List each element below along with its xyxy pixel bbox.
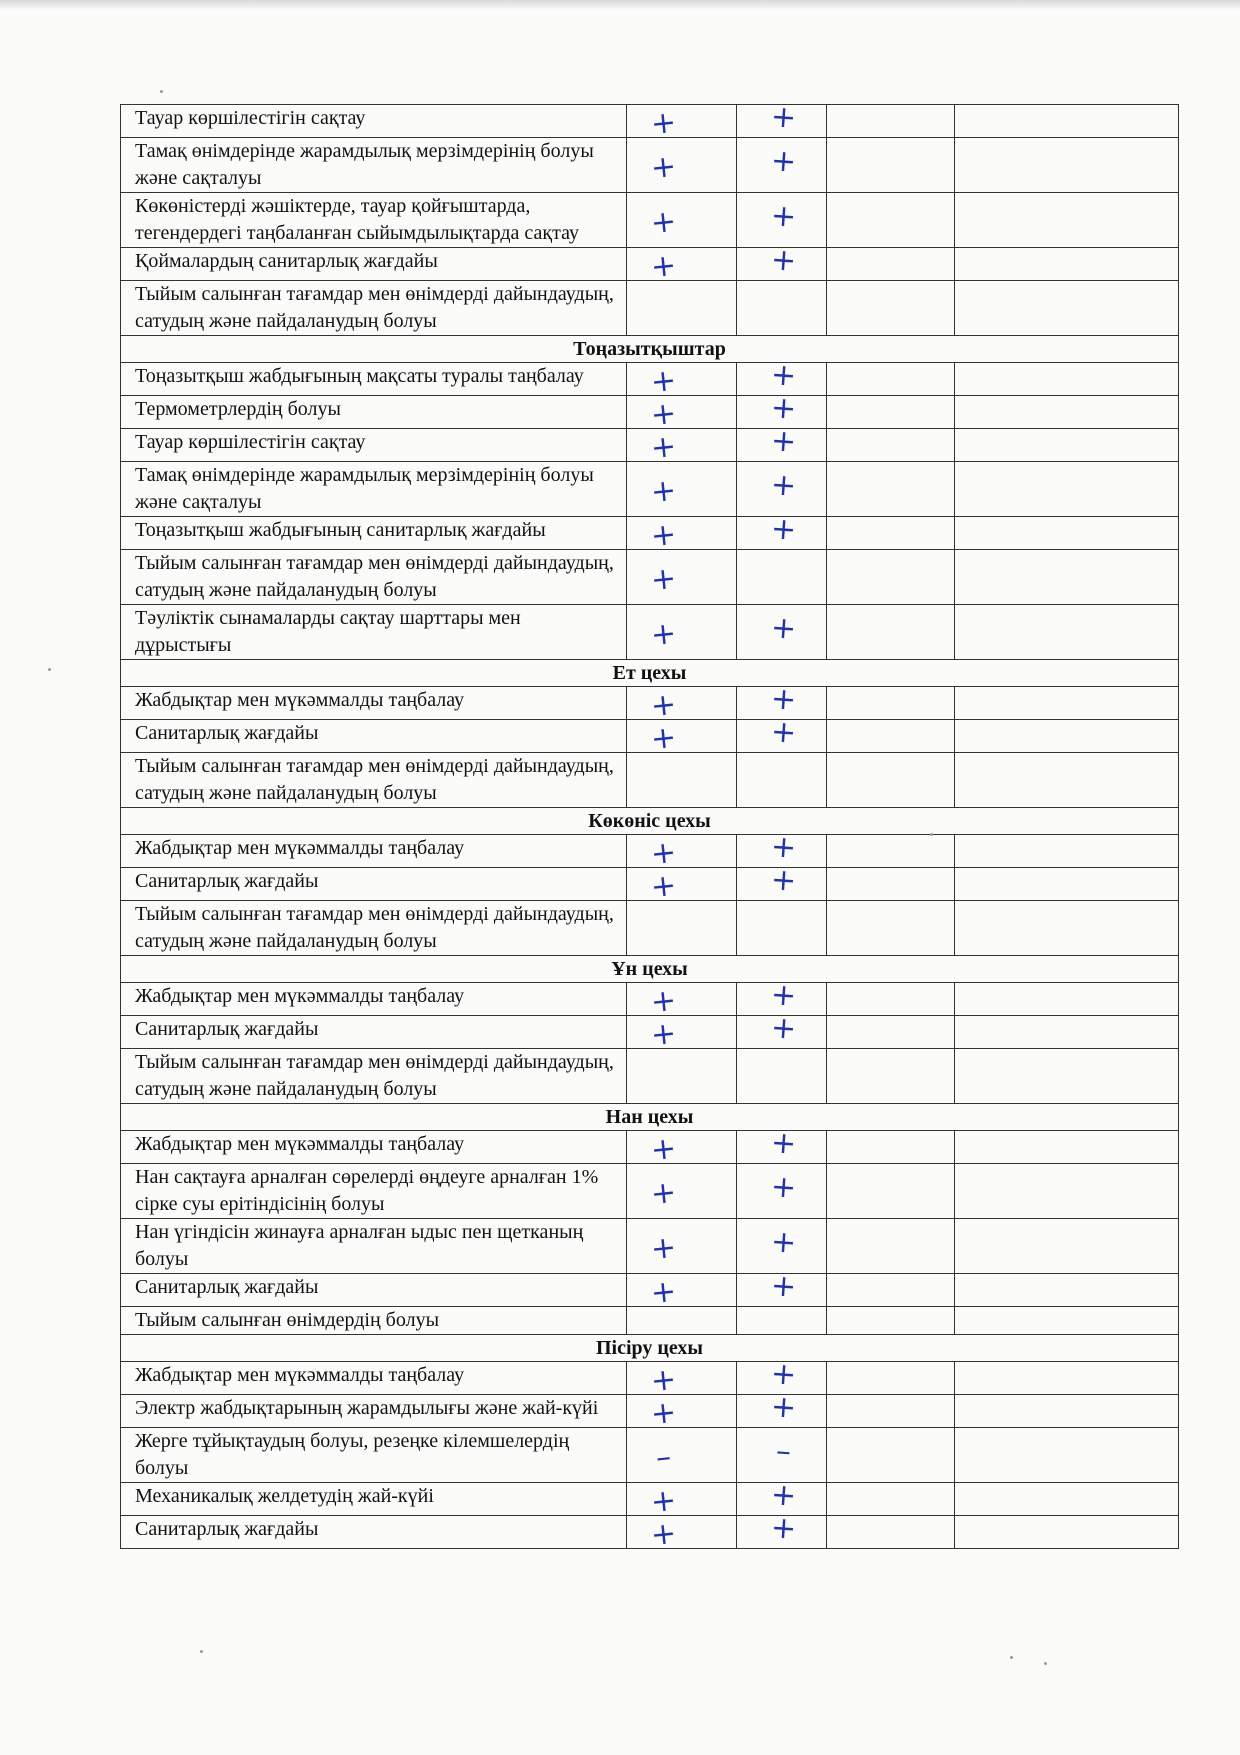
handwritten-mark: +	[769, 357, 798, 394]
section-header-row	[121, 336, 1179, 363]
handwritten-mark: +	[769, 467, 798, 504]
criterion-cell: Тәуліктік сынамаларды сақтау шарттары мен дұрыстығы	[121, 605, 627, 660]
mark-cell-1	[627, 1361, 737, 1400]
handwritten-mark: +	[649, 834, 678, 873]
empty-cell-4	[955, 1483, 1179, 1516]
table-row	[121, 983, 1179, 1016]
handwritten-mark: +	[769, 1477, 798, 1514]
criterion-cell: Жабдықтар мен мүкәммалды таңбалау	[121, 983, 627, 1016]
empty-cell-3	[827, 1362, 955, 1395]
handwritten-mark: +	[769, 681, 798, 718]
mark-cell-2	[737, 138, 827, 193]
handwritten-mark: +	[649, 516, 678, 555]
table-row	[121, 193, 1179, 248]
handwritten-mark: +	[769, 143, 798, 180]
mark-cell-1	[627, 138, 737, 193]
empty-cell-3	[827, 429, 955, 462]
empty-cell-4	[955, 1516, 1179, 1549]
handwritten-mark: +	[769, 423, 798, 460]
criterion-cell: Санитарлық жағдайы	[121, 720, 627, 753]
table-row	[121, 517, 1179, 550]
scan-speck	[1044, 1662, 1047, 1665]
empty-cell-3	[827, 1307, 955, 1335]
mark-cell-2	[737, 1049, 827, 1104]
handwritten-mark: +	[769, 1224, 798, 1261]
criterion-cell: Тамақ өнімдерінде жарамдылық мерзімдерінің болуы және сақталуы	[121, 462, 627, 517]
handwritten-mark: +	[649, 1482, 678, 1521]
table-row	[121, 720, 1179, 753]
table-row	[121, 363, 1179, 396]
empty-cell-3	[827, 720, 955, 753]
empty-cell-3	[827, 550, 955, 605]
criterion-cell: Көкөністерді жәшіктерде, тауар қойғыштарда, тегендердегі таңбаланған сыйымдылықтарда сақтау	[121, 193, 627, 248]
scan-speck	[48, 668, 51, 671]
mark-cell-1	[627, 1219, 737, 1274]
table-row	[121, 105, 1179, 138]
table-row	[121, 1219, 1179, 1274]
scan-speck	[160, 90, 163, 93]
handwritten-mark: +	[769, 1389, 798, 1426]
empty-cell-4	[955, 835, 1179, 868]
mark-cell-2	[737, 1268, 827, 1307]
mark-cell-2	[737, 423, 827, 462]
empty-cell-4	[955, 1395, 1179, 1428]
scan-speck	[1010, 1656, 1013, 1659]
handwritten-mark: –	[654, 1439, 673, 1476]
table-row	[121, 1428, 1179, 1483]
scan-speck	[200, 1650, 203, 1653]
handwritten-mark: +	[649, 203, 678, 242]
scan-speck	[930, 833, 933, 836]
mark-cell-1	[627, 550, 737, 605]
mark-cell-2	[737, 193, 827, 248]
handwritten-mark: +	[649, 428, 678, 467]
handwritten-mark: +	[649, 867, 678, 906]
handwritten-mark: +	[649, 148, 678, 187]
handwritten-mark: +	[649, 247, 678, 286]
table-row	[121, 396, 1179, 429]
handwritten-mark: +	[649, 472, 678, 511]
criterion-cell: Тоңазытқыш жабдығының санитарлық жағдайы	[121, 517, 627, 550]
empty-cell-3	[827, 1131, 955, 1164]
criterion-cell: Жабдықтар мен мүкәммалды таңбалау	[121, 1362, 627, 1395]
handwritten-mark: +	[769, 829, 798, 866]
table-body	[121, 99, 1179, 1554]
mark-cell-2	[737, 1125, 827, 1164]
table-row	[121, 550, 1179, 605]
mark-cell-1	[627, 281, 737, 336]
empty-cell-4	[955, 1274, 1179, 1307]
handwritten-mark: +	[649, 615, 678, 654]
criterion-cell: Нан үгіндісін жинауға арналған ыдыс пен щетканың болуы	[121, 1219, 627, 1274]
handwritten-mark: +	[649, 1015, 678, 1054]
table-row	[121, 901, 1179, 956]
empty-cell-4	[955, 193, 1179, 248]
empty-cell-4	[955, 687, 1179, 720]
handwritten-mark: +	[649, 1229, 678, 1268]
empty-cell-4	[955, 1362, 1179, 1395]
criterion-cell: Тыйым салынған тағамдар мен өнімдерді дайындаудың, сатудың және пайдаланудың болуы	[121, 901, 627, 956]
table-row	[121, 1395, 1179, 1428]
criterion-cell: Қоймалардың санитарлық жағдайы	[121, 248, 627, 281]
empty-cell-4	[955, 1307, 1179, 1335]
table-row	[121, 429, 1179, 462]
handwritten-mark: +	[649, 395, 678, 434]
empty-cell-3	[827, 1274, 955, 1307]
table-row	[121, 1131, 1179, 1164]
handwritten-mark: +	[649, 104, 678, 143]
mark-cell-2	[737, 1389, 827, 1428]
criterion-cell: Тыйым салынған өнімдердің болуы	[121, 1307, 627, 1335]
empty-cell-3	[827, 105, 955, 138]
criterion-cell: Термометрлердің болуы	[121, 396, 627, 429]
empty-cell-4	[955, 517, 1179, 550]
handwritten-mark: +	[649, 1130, 678, 1169]
mark-cell-1	[627, 1515, 737, 1554]
mark-cell-1	[627, 1130, 737, 1169]
empty-cell-3	[827, 835, 955, 868]
empty-cell-4	[955, 1049, 1179, 1104]
empty-cell-4	[955, 605, 1179, 660]
mark-cell-1	[627, 462, 737, 517]
mark-cell-1	[627, 834, 737, 873]
empty-cell-4	[955, 1428, 1179, 1483]
table-row	[121, 1483, 1179, 1516]
empty-cell-3	[827, 1428, 955, 1483]
handwritten-mark: +	[769, 1510, 798, 1547]
empty-cell-3	[827, 1049, 955, 1104]
empty-cell-3	[827, 462, 955, 517]
mark-cell-2	[737, 753, 827, 808]
empty-cell-4	[955, 901, 1179, 956]
handwritten-mark: –	[774, 1433, 793, 1470]
empty-cell-4	[955, 868, 1179, 901]
handwritten-mark: +	[769, 862, 798, 899]
handwritten-mark: +	[649, 1273, 678, 1312]
criterion-cell: Электр жабдықтарының жарамдылығы және жай-күйі	[121, 1395, 627, 1428]
table-row	[121, 1016, 1179, 1049]
handwritten-mark: +	[769, 390, 798, 427]
mark-cell-1	[627, 1164, 737, 1219]
empty-cell-3	[827, 1395, 955, 1428]
handwritten-mark: +	[769, 714, 798, 751]
mark-cell-1	[627, 1482, 737, 1521]
mark-cell-1	[627, 1273, 737, 1312]
mark-cell-2	[737, 1428, 827, 1483]
empty-cell-3	[827, 753, 955, 808]
empty-cell-3	[827, 138, 955, 193]
mark-cell-2	[737, 901, 827, 956]
empty-cell-3	[827, 868, 955, 901]
empty-cell-4	[955, 1131, 1179, 1164]
criterion-cell: Санитарлық жағдайы	[121, 1274, 627, 1307]
table-row	[121, 868, 1179, 901]
section-header-row	[121, 808, 1179, 835]
mark-cell-2	[737, 242, 827, 281]
mark-cell-1	[627, 605, 737, 660]
mark-cell-1	[627, 1049, 737, 1104]
empty-cell-4	[955, 1016, 1179, 1049]
criterion-cell: Жабдықтар мен мүкәммалды таңбалау	[121, 835, 627, 868]
empty-cell-4	[955, 983, 1179, 1016]
mark-cell-1	[627, 516, 737, 555]
table-row	[121, 138, 1179, 193]
mark-cell-2	[737, 1010, 827, 1049]
mark-cell-2	[737, 714, 827, 753]
mark-cell-1	[627, 104, 737, 143]
section-title: Ет цехы	[121, 660, 1179, 687]
empty-cell-3	[827, 1483, 955, 1516]
table-row	[121, 1164, 1179, 1219]
empty-cell-4	[955, 1164, 1179, 1219]
mark-cell-1	[627, 753, 737, 808]
table-row	[121, 687, 1179, 720]
handwritten-mark: +	[769, 1010, 798, 1047]
handwritten-mark: +	[649, 1174, 678, 1213]
empty-cell-3	[827, 1516, 955, 1549]
empty-cell-4	[955, 396, 1179, 429]
mark-cell-1	[627, 1307, 737, 1335]
empty-cell-4	[955, 550, 1179, 605]
section-header-row	[121, 660, 1179, 687]
criterion-cell: Тыйым салынған тағамдар мен өнімдерді дайындаудың, сатудың және пайдаланудың болуы	[121, 753, 627, 808]
handwritten-mark: +	[649, 982, 678, 1021]
mark-cell-1	[627, 1394, 737, 1433]
table-row	[121, 281, 1179, 336]
empty-cell-3	[827, 605, 955, 660]
criterion-cell: Тыйым салынған тағамдар мен өнімдерді дайындаудың, сатудың және пайдаланудың болуы	[121, 1049, 627, 1104]
empty-cell-3	[827, 687, 955, 720]
section-title: Нан цехы	[121, 1104, 1179, 1131]
table-row	[121, 1274, 1179, 1307]
mark-cell-1	[627, 719, 737, 758]
handwritten-mark: +	[769, 610, 798, 647]
empty-cell-3	[827, 517, 955, 550]
empty-cell-3	[827, 1164, 955, 1219]
empty-cell-4	[955, 248, 1179, 281]
empty-cell-4	[955, 105, 1179, 138]
empty-cell-4	[955, 281, 1179, 336]
mark-cell-2	[737, 1164, 827, 1219]
mark-cell-1	[627, 395, 737, 434]
criterion-cell: Тоңазытқыш жабдығының мақсаты туралы таңбалау	[121, 363, 627, 396]
section-title: Тоңазытқыштар	[121, 336, 1179, 363]
inspection-checklist-table	[120, 99, 1179, 1554]
mark-cell-2	[737, 1510, 827, 1549]
table-row	[121, 835, 1179, 868]
criterion-cell: Механикалық желдетудің жай-күйі	[121, 1483, 627, 1516]
handwritten-mark: +	[769, 511, 798, 548]
handwritten-mark: +	[649, 686, 678, 725]
empty-cell-3	[827, 363, 955, 396]
empty-cell-3	[827, 281, 955, 336]
empty-cell-4	[955, 363, 1179, 396]
empty-cell-3	[827, 396, 955, 429]
mark-cell-1	[627, 867, 737, 906]
mark-cell-2	[737, 1219, 827, 1274]
empty-cell-3	[827, 1016, 955, 1049]
mark-cell-2	[737, 550, 827, 605]
empty-cell-3	[827, 248, 955, 281]
handwritten-mark: +	[769, 198, 798, 235]
section-header-row	[121, 1104, 1179, 1131]
handwritten-mark: +	[769, 1125, 798, 1162]
criterion-cell: Тамақ өнімдерінде жарамдылық мерзімдерінің болуы және сақталуы	[121, 138, 627, 193]
scan-shadow-edge	[0, 0, 1240, 10]
empty-cell-4	[955, 720, 1179, 753]
handwritten-mark: +	[649, 1515, 678, 1554]
criterion-cell: Тыйым салынған тағамдар мен өнімдерді дайындаудың, сатудың және пайдаланудың болуы	[121, 550, 627, 605]
mark-cell-1	[627, 362, 737, 401]
handwritten-mark: +	[769, 1356, 798, 1393]
mark-cell-2	[737, 281, 827, 336]
criterion-cell: Тыйым салынған тағамдар мен өнімдерді дайындаудың, сатудың және пайдаланудың болуы	[121, 281, 627, 336]
empty-cell-4	[955, 1219, 1179, 1274]
criterion-cell: Нан сақтауға арналған сөрелерді өңдеуге арналған 1% сірке суы ерітіндісінің болуы	[121, 1164, 627, 1219]
mark-cell-2	[737, 462, 827, 517]
mark-cell-1	[627, 901, 737, 956]
section-title: Пісіру цехы	[121, 1335, 1179, 1362]
criterion-cell: Санитарлық жағдайы	[121, 1516, 627, 1549]
table-row	[121, 1049, 1179, 1104]
mark-cell-2	[737, 862, 827, 901]
mark-cell-2	[737, 99, 827, 138]
empty-cell-4	[955, 753, 1179, 808]
empty-cell-3	[827, 193, 955, 248]
handwritten-mark: +	[649, 1361, 678, 1400]
table-row	[121, 1307, 1179, 1335]
mark-cell-2	[737, 605, 827, 660]
handwritten-mark: +	[769, 1169, 798, 1206]
table-row	[121, 605, 1179, 660]
section-header-row	[121, 956, 1179, 983]
mark-cell-1	[627, 1015, 737, 1054]
empty-cell-3	[827, 901, 955, 956]
criterion-cell: Санитарлық жағдайы	[121, 868, 627, 901]
criterion-cell: Санитарлық жағдайы	[121, 1016, 627, 1049]
criterion-cell: Жерге тұйықтаудың болуы, резеңке кілемшелердің болуы	[121, 1428, 627, 1483]
empty-cell-3	[827, 983, 955, 1016]
section-header-row	[121, 1335, 1179, 1362]
empty-cell-4	[955, 429, 1179, 462]
empty-cell-3	[827, 1219, 955, 1274]
handwritten-mark: +	[769, 99, 798, 136]
handwritten-mark: +	[649, 560, 678, 599]
mark-cell-2	[737, 511, 827, 550]
mark-cell-1	[627, 247, 737, 286]
mark-cell-1	[627, 686, 737, 725]
table-row	[121, 753, 1179, 808]
handwritten-mark: +	[769, 977, 798, 1014]
criterion-cell: Жабдықтар мен мүкәммалды таңбалау	[121, 687, 627, 720]
table-row	[121, 1516, 1179, 1549]
handwritten-mark: +	[649, 719, 678, 758]
handwritten-mark: +	[769, 1268, 798, 1305]
mark-cell-1	[627, 428, 737, 467]
mark-cell-2	[737, 1307, 827, 1335]
mark-cell-1	[627, 1428, 737, 1483]
empty-cell-4	[955, 462, 1179, 517]
mark-cell-1	[627, 982, 737, 1021]
criterion-cell: Тауар көршілестігін сақтау	[121, 105, 627, 138]
section-title: Көкөніс цехы	[121, 808, 1179, 835]
mark-cell-1	[627, 193, 737, 248]
table-row	[121, 248, 1179, 281]
criterion-cell: Тауар көршілестігін сақтау	[121, 429, 627, 462]
table-row	[121, 1362, 1179, 1395]
handwritten-mark: +	[649, 1394, 678, 1433]
table-row	[121, 462, 1179, 517]
handwritten-mark: +	[649, 362, 678, 401]
criterion-cell: Жабдықтар мен мүкәммалды таңбалау	[121, 1131, 627, 1164]
handwritten-mark: +	[769, 242, 798, 279]
empty-cell-4	[955, 138, 1179, 193]
section-title: Ұн цехы	[121, 956, 1179, 983]
